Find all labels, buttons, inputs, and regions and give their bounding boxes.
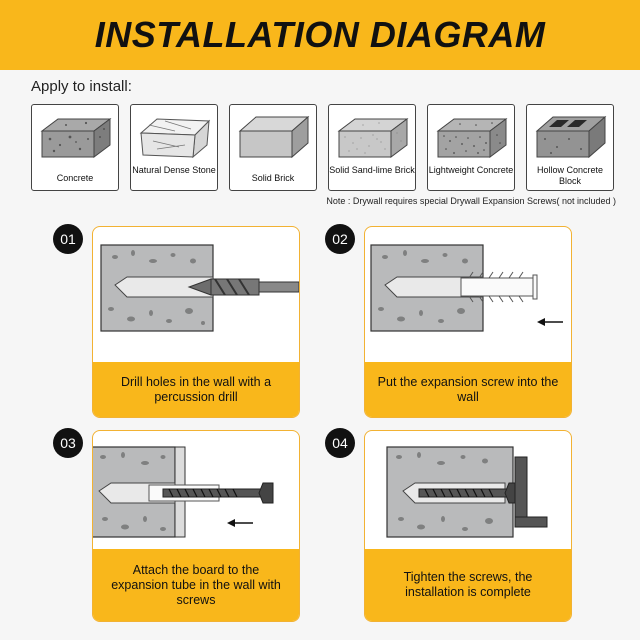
step-number-badge: 02 [325, 224, 355, 254]
step-caption: Attach the board to the expansion tube in the wall with screws [93, 549, 299, 621]
material-solid-brick [229, 104, 317, 191]
material-label: Solid Brick [251, 173, 295, 183]
material-hollow-block [526, 104, 614, 191]
solid-brick-icon [234, 111, 314, 161]
material-lightweight-concrete [427, 104, 515, 191]
material-label: Natural Dense Stone [132, 165, 216, 175]
material-natural-stone [130, 104, 218, 191]
lightweight-concrete-icon [432, 111, 512, 161]
title-banner [0, 0, 640, 70]
arrow-left-icon [227, 519, 253, 527]
step-number-badge: 01 [53, 224, 83, 254]
material-sand-lime-brick [328, 104, 416, 191]
step-caption: Put the expansion screw into the wall [365, 362, 571, 417]
board-icon [515, 457, 547, 527]
step-card-2 [364, 226, 572, 418]
arrow-left-icon [537, 318, 563, 326]
step-card-3 [92, 430, 300, 622]
material-label: Solid Sand-lime Brick [329, 165, 415, 175]
apply-label: Apply to install: [31, 78, 132, 95]
step-number-badge: 03 [53, 428, 83, 458]
step-card-1 [92, 226, 300, 418]
step-caption: Drill holes in the wall with a percussion drill [93, 362, 299, 417]
page-title: INSTALLATION DIAGRAM [94, 14, 546, 55]
drywall-note: Note : Drywall requires special Drywall Expansion Screws( not included ) [326, 196, 616, 206]
step-number-badge: 04 [325, 428, 355, 458]
step-card-4 [364, 430, 572, 622]
material-label: Lightweight Concrete [428, 165, 514, 175]
material-label: Concrete [56, 173, 94, 183]
sand-lime-brick-icon [333, 111, 413, 161]
stone-block-icon [135, 111, 215, 161]
material-label: Hollow Concrete Block [536, 165, 604, 186]
concrete-block-icon [36, 111, 116, 161]
hollow-block-icon [531, 111, 611, 161]
drill-bit-icon [189, 279, 299, 295]
material-concrete [31, 104, 119, 191]
step-caption: Tighten the screws, the installation is complete [365, 549, 571, 621]
